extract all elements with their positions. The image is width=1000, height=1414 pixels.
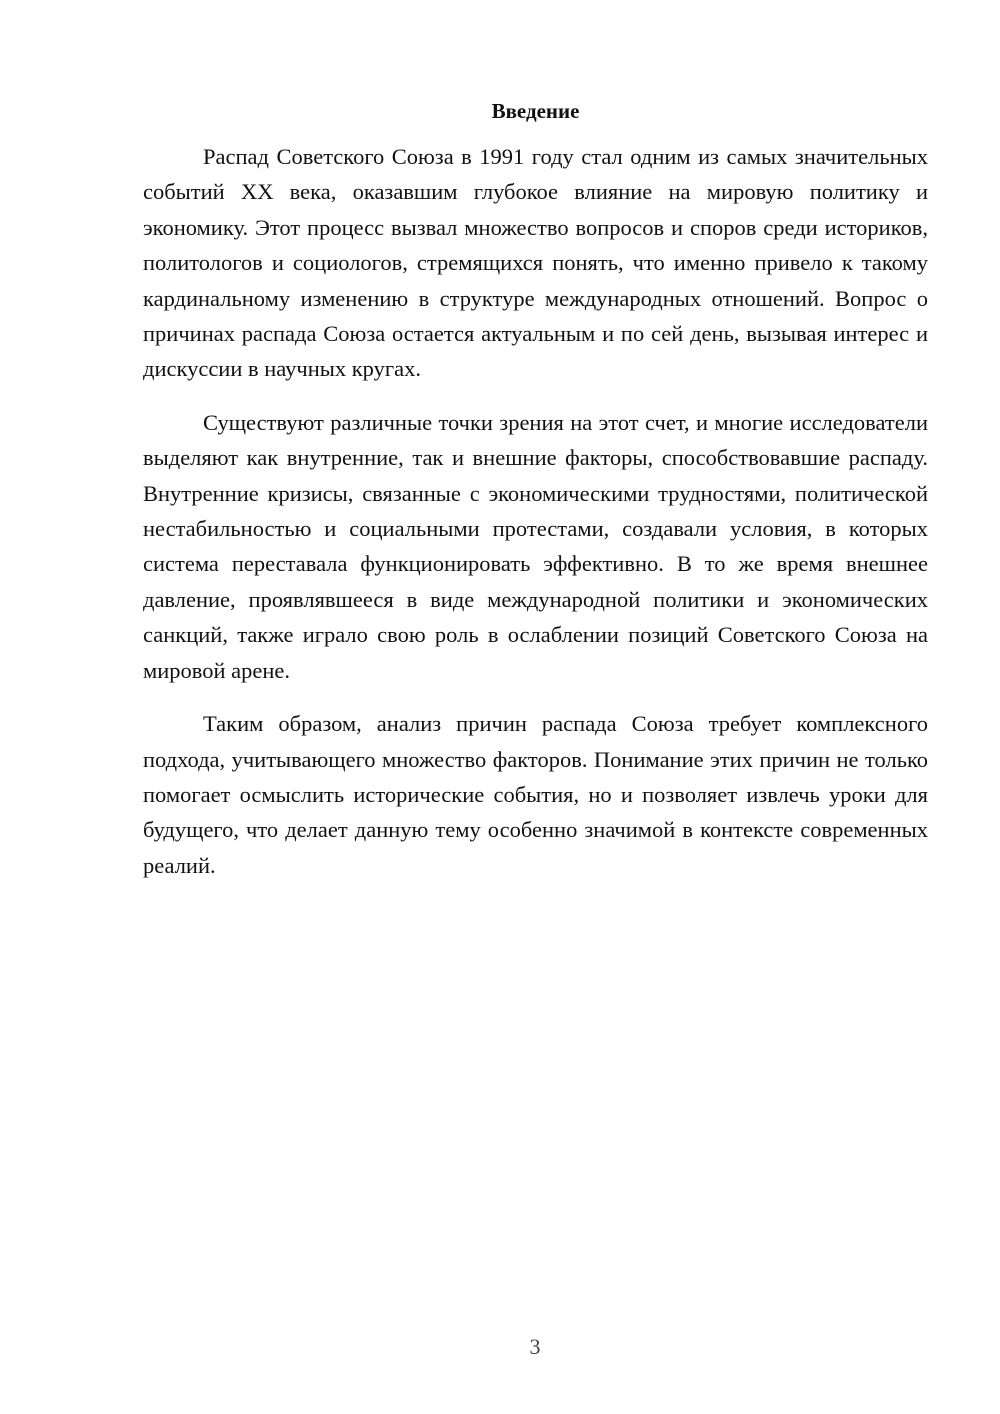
- page-content: [143, 96, 928, 901]
- paragraph-1: Распад Советского Союза в 1991 году стал одним из самых значительных событий XX века, оказавшим глубокое влияние на мировую политику и экономику. Этот процесс вызвал множество вопросов и споров среди историков, политологов и социологов, стремящихся понять, что именно привело к такому кардинальному изменению в структуре международных отношений. Вопрос о причинах распада Союза остается актуальным и по сей день, вызывая интерес и дискуссии в научных кругах.: [143, 144, 928, 382]
- paragraph-3: Таким образом, анализ причин распада Союза требует комплексного подхода, учитывающего множество факторов. Понимание этих причин не только помогает осмыслить исторические события, но и позволяет извлечь уроки для будущего, что делает данную тему особенно значимой в контексте современных реалий.: [143, 711, 928, 878]
- page-number: 3: [529, 1334, 541, 1359]
- paragraph-2: Существуют различные точки зрения на этот счет, и многие исследователи выделяют как внутренние, так и внешние факторы, способствовавшие распаду. Внутренние кризисы, связанные с экономическими трудностями, политической нестабильностью и социальными протестами, создавали условия, в которых система переставала функционировать эффективно. В то же время внешнее давление, проявлявшееся в виде международной политики и экономических санкций, также играло свою роль в ослаблении позиций Советского Союза на мировой арене.: [143, 409, 928, 683]
- section-heading: Введение: [491, 99, 580, 123]
